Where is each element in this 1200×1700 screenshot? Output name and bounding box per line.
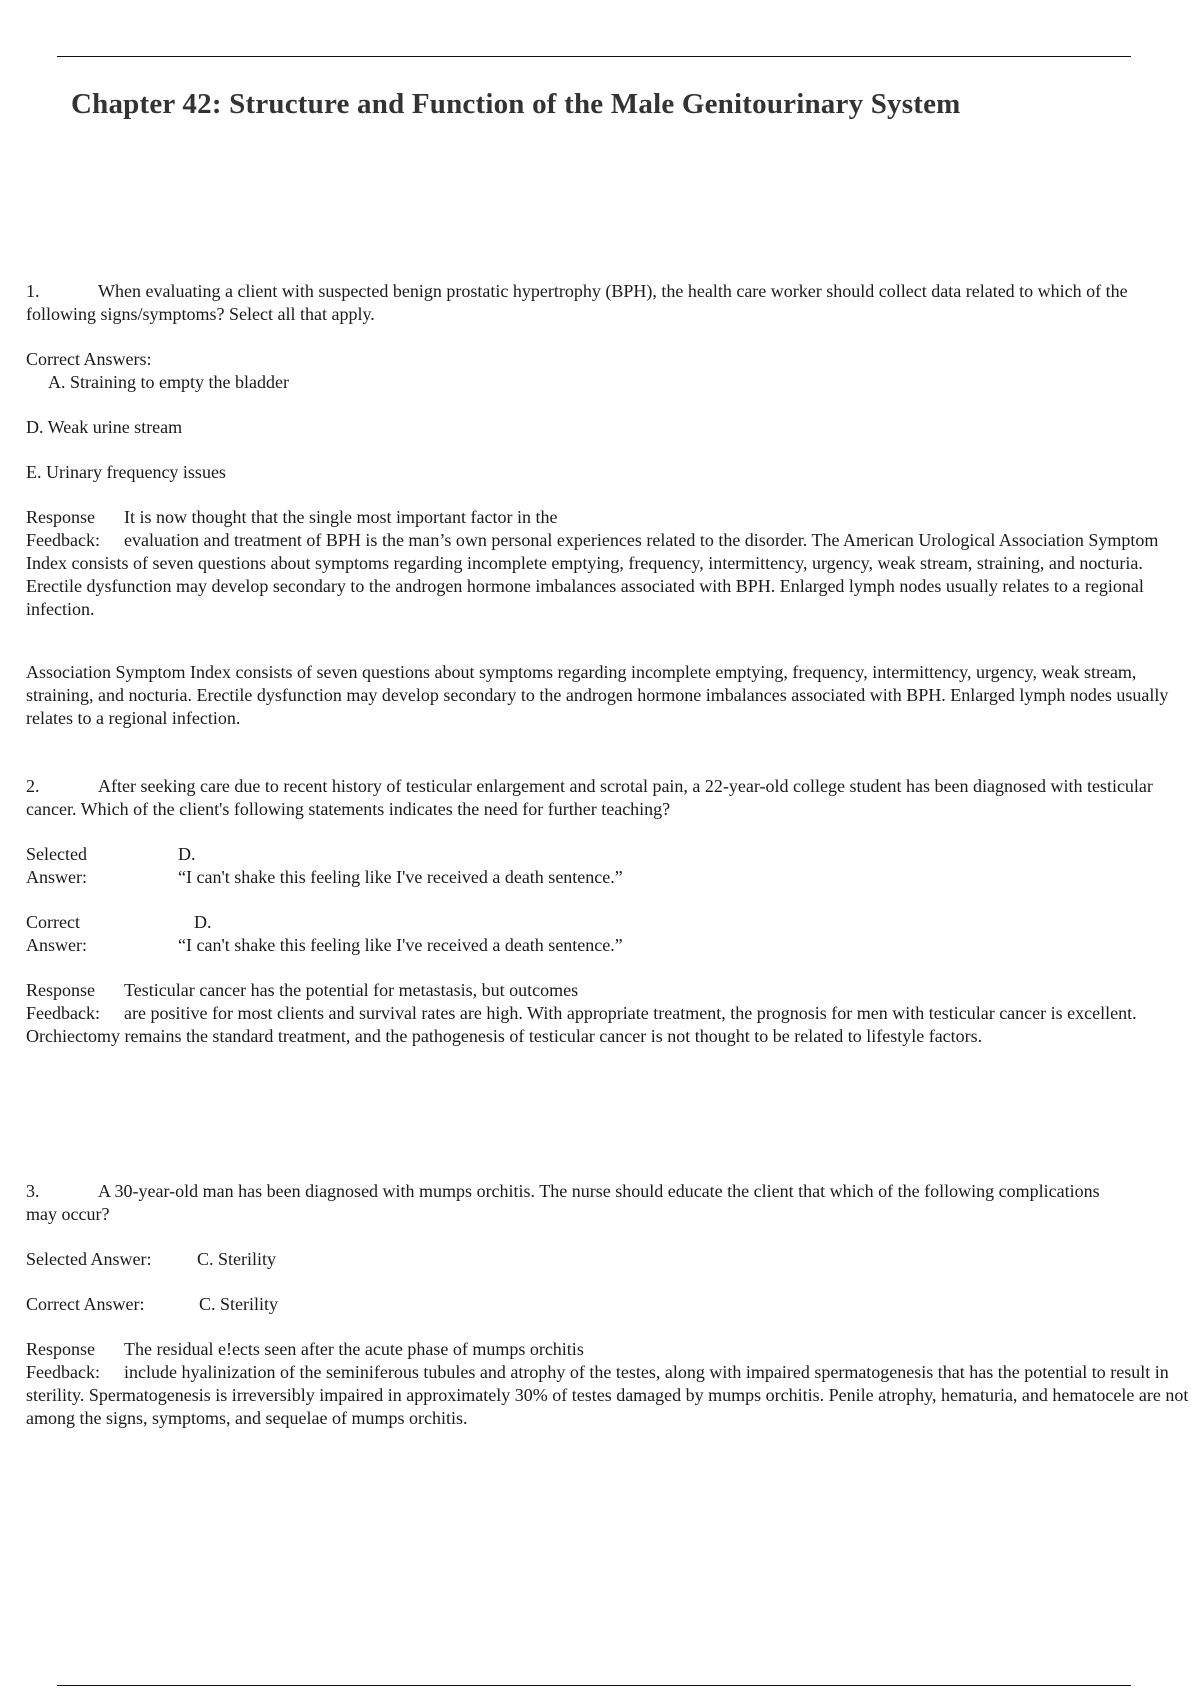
question-2-stem bbox=[26, 775, 1194, 821]
question-3 bbox=[26, 1180, 1194, 1430]
selected-label-2: Answer: bbox=[26, 867, 87, 887]
answer-item: D. Weak urine stream bbox=[26, 417, 183, 437]
feedback-label: Feedback: bbox=[26, 1003, 100, 1023]
repeated-feedback: Association Symptom Index consists of seven questions about symptoms regarding incomplete emptying, frequency, intermittency, urgency, weak stream, straining, and nocturia. Erectile dysfunction may develop secondary to the androgen hormone imbalances associated with BPH. Enlarged lymph nodes usually relates to a regional infection. bbox=[26, 662, 1169, 728]
selected-text: “I can't shake this feeling like I've received a death sentence.” bbox=[178, 867, 623, 887]
question-text: After seeking care due to recent history of testicular enlargement and scrotal pain, a 22-year-old college student has been diagnosed with testicular cancer. Which of the client's following statements indicates the need for further teaching? bbox=[26, 776, 1153, 819]
question-text: A 30-year-old man has been diagnosed with mumps orchitis. The nurse should educate the client that which of the following complications may occur? bbox=[26, 1181, 1100, 1224]
selected-label: Selected Answer: bbox=[26, 1249, 152, 1269]
response-feedback bbox=[26, 1338, 1194, 1430]
feedback-text: include hyalinization of the seminiferous tubules and atrophy of the testes, along with impaired spermatogenesis that has the potential to result in sterility. Spermatogenesis is irreversibly impaired in approximately 30% of testes damaged by mumps orchitis. Penile atrophy, hematuria, and hematocele are not among the signs, symptoms, and sequelae of mumps orchitis. bbox=[26, 1362, 1189, 1428]
selected-label: Selected bbox=[26, 844, 87, 864]
correct-text: “I can't shake this feeling like I've received a death sentence.” bbox=[178, 935, 623, 955]
correct-label: Correct Answer: bbox=[26, 1294, 145, 1314]
selected-text: C. Sterility bbox=[197, 1249, 277, 1269]
correct-answers-label: Correct Answers: bbox=[26, 349, 152, 369]
response-label: Response bbox=[26, 507, 95, 527]
response-label: Response bbox=[26, 980, 95, 1000]
feedback-label: Feedback: bbox=[26, 530, 100, 550]
question-number: 3. bbox=[26, 1181, 40, 1201]
question-2 bbox=[26, 775, 1194, 1048]
response-first-line: Testicular cancer has the potential for metastasis, but outcomes bbox=[124, 980, 579, 1000]
correct-answer bbox=[26, 911, 1194, 957]
correct-label-2: Answer: bbox=[26, 935, 87, 955]
question-1 bbox=[26, 280, 1194, 730]
correct-answer bbox=[26, 1293, 1194, 1316]
response-feedback bbox=[26, 506, 1194, 621]
selected-answer bbox=[26, 1248, 1194, 1271]
question-list bbox=[26, 280, 1194, 1430]
correct-text: C. Sterility bbox=[199, 1294, 279, 1314]
answer-item: E. Urinary frequency issues bbox=[26, 462, 226, 482]
question-1-stem bbox=[26, 280, 1194, 326]
response-first-line: The residual e!ects seen after the acute phase of mumps orchitis bbox=[124, 1339, 584, 1359]
bottom-rule bbox=[57, 1685, 1131, 1686]
question-3-stem bbox=[26, 1180, 1194, 1226]
feedback-label: Feedback: bbox=[26, 1362, 100, 1382]
feedback-text: evaluation and treatment of BPH is the man’s own personal experiences related to the disorder. The American Urological Association Symptom Index consists of seven questions about symptoms regarding incomplete emptying, frequency, intermittency, urgency, weak stream, straining, and nocturia. Erectile dysfunction may develop secondary to the androgen hormone imbalances associated with BPH. Enlarged lymph nodes usually relates to a regional infection. bbox=[26, 530, 1159, 619]
page-title: Chapter 42: Structure and Function of the Male Genitourinary System bbox=[71, 88, 961, 120]
correct-label: Correct bbox=[26, 912, 80, 932]
response-first-line: It is now thought that the single most important factor in the bbox=[124, 507, 558, 527]
correct-answers bbox=[26, 348, 1194, 394]
selected-letter: D. bbox=[178, 844, 196, 864]
question-number: 1. bbox=[26, 281, 40, 301]
feedback-text: are positive for most clients and survival rates are high. With appropriate treatment, the prognosis for men with testicular cancer is excellent. Orchiectomy remains the standard treatment, and the pathogenesis of testicular cancer is not thought to be related to lifestyle factors. bbox=[26, 1003, 1137, 1046]
answer-item: A. Straining to empty the bladder bbox=[48, 372, 289, 392]
question-number: 2. bbox=[26, 776, 40, 796]
response-label: Response bbox=[26, 1339, 95, 1359]
question-text: When evaluating a client with suspected benign prostatic hypertrophy (BPH), the health care worker should collect data related to which of the following signs/symptoms? Select all that apply. bbox=[26, 281, 1128, 324]
correct-letter: D. bbox=[194, 912, 212, 932]
top-rule bbox=[57, 56, 1131, 57]
response-feedback bbox=[26, 979, 1194, 1048]
selected-answer bbox=[26, 843, 1194, 889]
